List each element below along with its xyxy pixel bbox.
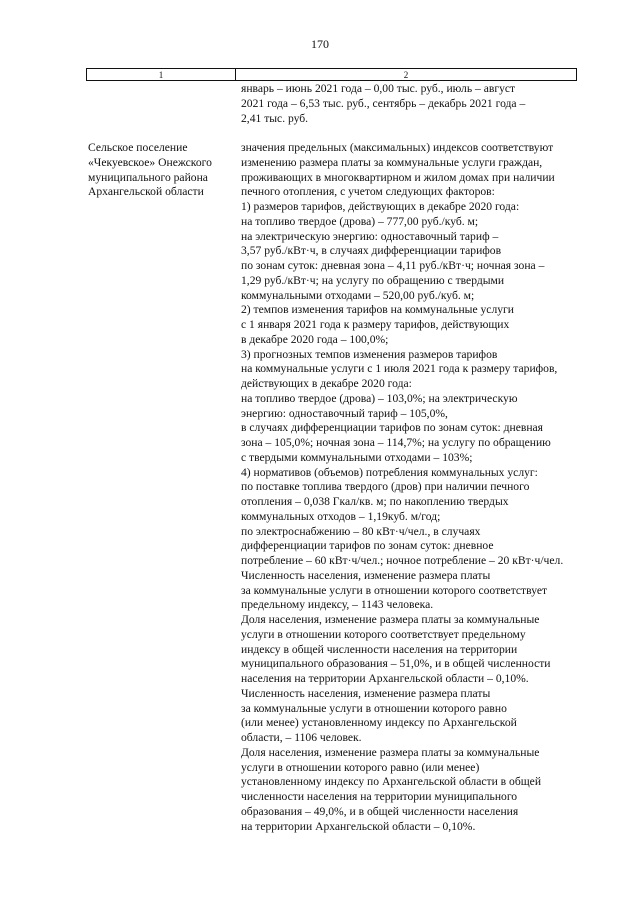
text-line: образования – 49,0%, и в общей численности населения — [241, 804, 519, 818]
text-line: Численность населения, изменение размера платы — [241, 686, 491, 700]
text-line: энергию: одноставочный тариф – 105,0%, — [241, 406, 448, 420]
page-number: 170 — [311, 37, 329, 51]
text-line: 2,41 тыс. руб. — [241, 111, 309, 125]
text-line: области, – 1106 человек. — [241, 731, 362, 744]
text-line: на территории Архангельской области – 0,10%. — [241, 819, 476, 833]
text-line: услуги в отношении которого равно (или менее) — [241, 760, 480, 774]
text-line: с твердыми коммунальными отходами – 103%; — [241, 450, 473, 464]
text-line: 2021 года – 6,53 тыс. руб., сентябрь – декабрь 2021 года – — [241, 96, 526, 110]
text-line: по зонам суток: дневная зона – 4,11 руб./кВт·ч; ночная зона – — [241, 259, 545, 272]
text-line: на топливо твердое (дрова) – 777,00 руб./куб. м; — [241, 214, 479, 228]
text-line: численности населения на территории муниципального — [241, 790, 518, 803]
text-line: индексу в общей численности населения на территории — [241, 642, 518, 656]
text-line: зона – 105,0%; ночная зона – 114,7%; на услугу по обращению — [241, 436, 551, 449]
table-column-header — [86, 68, 577, 81]
text-line: 1,29 руб./кВт·ч; на услугу по обращению с твердыми — [241, 273, 505, 287]
index-description-cell — [241, 141, 581, 834]
text-line: 3) прогнозных темпов изменения размеров тарифов — [241, 347, 498, 361]
text-line: установленному индексу по Архангельской области в общей — [241, 775, 542, 789]
text-line: потребление – 60 кВт·ч/чел.; ночное потребление – 20 кВт·ч/чел. — [241, 554, 564, 567]
text-line: Сельское поселение — [88, 141, 188, 154]
text-line: муниципального района — [88, 170, 208, 184]
text-line: Доля населения, изменение размера платы за коммунальные — [241, 613, 540, 626]
text-line: 3,57 руб./кВт·ч, в случаях дифференциации тарифов — [241, 244, 502, 258]
text-line: Численность населения, изменение размера платы — [241, 568, 491, 582]
text-line: (или менее) установленному индексу по Архангельской — [241, 716, 517, 730]
text-line: «Чекуевское» Онежского — [88, 155, 212, 169]
text-line: Доля населения, изменение размера платы за коммунальные — [241, 745, 540, 759]
text-line: 4) нормативов (объемов) потребления коммунальных услуг: — [241, 465, 538, 479]
text-line: услуги в отношении которого соответствует предельному — [241, 627, 526, 641]
text-line: в случаях дифференциации тарифов по зонам суток: дневная — [241, 421, 544, 435]
text-line: проживающих в многоквартирном и жилом домах при наличии — [241, 170, 555, 184]
text-line: печного отопления, с учетом следующих факторов: — [241, 185, 495, 199]
text-line: коммунальными отходами – 520,00 руб./куб. м; — [241, 288, 475, 302]
text-line: 2) темпов изменения тарифов на коммунальные услуги — [241, 303, 514, 317]
text-line: населения на территории Архангельской области – 0,10%. — [241, 672, 529, 685]
text-line: предельному индексу, – 1143 человека. — [241, 598, 434, 612]
text-line: действующих в декабре 2020 года: — [241, 377, 412, 390]
text-line: по поставке топлива твердого (дров) при наличии печного — [241, 480, 530, 494]
text-line: с 1 января 2021 года к размеру тарифов, действующих — [241, 318, 510, 331]
settlement-name-cell — [88, 141, 238, 200]
text-line: 1) размеров тарифов, действующих в декабре 2020 года: — [241, 200, 520, 213]
text-line: январь – июнь 2021 года – 0,00 тыс. руб., июль – август — [241, 82, 516, 95]
text-line: Архангельской области — [88, 185, 204, 199]
text-line: муниципального образования – 51,0%, и в общей численности — [241, 657, 551, 671]
text-line: на топливо твердое (дрова) – 103,0%; на электрическую — [241, 391, 518, 405]
text-line: на электрическую энергию: одноставочный тариф – — [241, 229, 499, 243]
text-line: изменению размера платы за коммунальные услуги граждан, — [241, 155, 543, 169]
text-line: коммунальных отходов – 1,19куб. м/год; — [241, 509, 441, 523]
text-line: дифференциации тарифов по зонам суток: дневное — [241, 539, 494, 553]
continuation-text — [241, 82, 581, 126]
column-2-number: 2 — [403, 70, 409, 80]
text-line: значения предельных (максимальных) индексов соответствуют — [241, 141, 554, 154]
text-line: за коммунальные услуги в отношении которого соответствует — [241, 583, 548, 597]
text-line: по электроснабжению – 80 кВт·ч/чел., в случаях — [241, 524, 481, 538]
text-line: на коммунальные услуги с 1 июля 2021 года к размеру тарифов, — [241, 362, 558, 376]
text-line: отопления – 0,038 Гкал/кв. м; по накоплению твердых — [241, 495, 509, 508]
text-line: в декабре 2020 года – 100,0%; — [241, 332, 389, 346]
text-line: за коммунальные услуги в отношении которого равно — [241, 701, 507, 715]
column-1-number: 1 — [87, 69, 236, 80]
